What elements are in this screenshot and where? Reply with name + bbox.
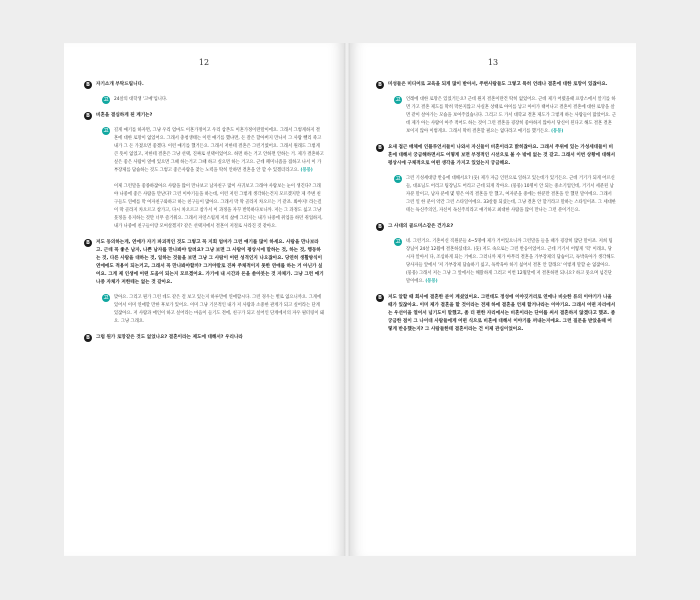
answer-body: 네. 그런거요. 기혼이신 직원분들 4~5명에 제가 거어있으니까 그런말을 들을 때가 굉장히 많단 말이죠. 저희 팀장님이 24살 12월에 결혼하셨대요. (웃) 저도 속으로는 그런 반응이었어요. 근데 거기서 어떻게 '헉' 이래요, 당시자 알아서 다, 조심하게 되는 거예요. 그러니까 제가 아무리 결혼을 가부장제의 답습이고, 독박육아가 생각해도 당사자들 앞에서 '저 가부장제 답습하기 싫고, 독박육아 하기 싫어서 결혼 안 할래요' 이렇게 말할 순 없잖아요. (뭉뭉) 그래서 저는 그냥 그 앞에서는 해맑하게 그러고 이번 12월달에 저 결혼하면 되니요? 하고 뭇으며 넘긴단 말이에요. — [406, 239, 615, 284]
question-block — [376, 294, 616, 334]
answer-block — [394, 238, 616, 286]
interviewer-marker-icon: B — [376, 81, 384, 89]
question-text: 저도 알할 때 회사에 결혼한 분이 계셨었어요. 그런데도 정성에 이야깃거리로 연애나 비슷한 류의 이야기가 나올때가 있잖아요. 이미 제가 결혼을 할 것이라는 전제 하에 결혼을 언제 할거냐라는 이야기요. 그래서 어떤 자리에서는 우선이을 열어서 넘기도이 말했고, 좀 더 편한 자리에서는 비혼이라는 단어를 써서 결혼하지 않겠다고 했죠. 좀 궁금한 점이 그 나이대 사람들에게 어떤 식으로 비혼에 대해서 이야기를 꺼내는지에요. 그런 질문을 받았을때 어떻게 반응했는지? 그 사람들한테 결혼이라는 건 이제 관심이었어요. — [388, 295, 616, 332]
interviewer-marker-icon: B — [376, 294, 384, 302]
interviewee-marker-icon: 고 — [395, 239, 401, 245]
answer-text — [406, 96, 616, 136]
interviewee-marker-icon: 고 — [103, 97, 109, 103]
question-text: 요새 접근 매체에 인플루언서들이 나와서 자신들이 비혼이라고 밝히잖아요. 그래서 주위에 있는 가성세대들이 비혼에 대해서 궁금해하면서도 어떻게 보면 부정적인 시선으로 볼 수 밖에 없는 것 같고. 그래서 이번 상황에 대해서 평상시에 구체적으로 어떤 생각을 가지고 있었는지 궁금해요. — [388, 145, 616, 166]
interviewee-marker-icon: 고 — [103, 295, 109, 301]
answer-body: 길게 얘기를 하자면, 그냥 우리 엄마도 이혼가정이고 우리 삼촌도 이혼가정이란말이에요. 그래서 그렇게하지 결혼에 대한 로망이 없었어요. 그래서 충청생태는 이런 얘기를 했냐면, 돈 잘은 할아버지 만나서 그 사람 뺄리 죽고 내가 그 돈 가졌으면 좋겠다. 이런 얘기를 했거든요. 그래서 저한테 결혼은 그런거였어요. 그래서 원래도 그렇게 큰 뜻이 없었고, 저한테 결혼은 그냥 선택, 진짜로 선택이었어요. 하면 하는 거고 안하면 안하는 거. 제가 결혼하고 싶은 좋은 사람이 옆에 있으면 그때 하는거고 그때 하고 싶으면 하는 거고요. 근데 페미니즘을 접하고 나서 이 가부장제를 답습하는 것도 그렇고 좋은사람을 찾는 노력을 딱히 안하면 결혼을 안 할 수 있겠더라고요. — [114, 128, 324, 173]
interviewee-marker-icon: 고 — [395, 97, 401, 103]
interview-content — [84, 81, 324, 349]
question-text: 저도 동의하는게, 연애가 자기 파괴적인 것도 그렇고 꼭 지회 엄마가 그런 얘기를 많이 하세요. 사람을 만나보라고. 근데 꼭 좋은 남자, 나쁜 남자를 만나봐야 알려요? 그냥 보면 그 사람이 평상시에 말하는 것, 하는 것, 행동하는 것, 다른 사람을 대하는 것, 일하는 것들을 보면 그냥 그 사람이 어떤 성격인지 나오잖아요. 당연히 생활방식이 연애에도 적용이 되는거고, 그래서 꼭 만나봐야할까? 그거야말로 진짜 주체적이지 못한 연애를 하는 거 아닌가 싶어요. 그게 제 인생에 어떤 도움이 되는지 모르겠어요. 가기에 내 시간과 돈을 쏟아붓는 것 자체가. 그냥 그런 얘기나중 자체가 저한테는 없는 것 같아요. — [96, 240, 324, 285]
page-number: 13 — [487, 58, 499, 67]
answer-block — [102, 127, 324, 175]
answer-block — [102, 96, 324, 104]
interviewer-marker-icon: B — [84, 334, 92, 342]
question-text: 자기소개 부탁드립니다. — [96, 82, 144, 87]
answer-block — [394, 96, 616, 136]
interviewer-marker-icon: B — [376, 144, 384, 152]
interview-content — [376, 81, 616, 341]
question-block — [376, 223, 616, 231]
interviewer-marker-icon: B — [376, 223, 384, 231]
question-block — [84, 239, 324, 287]
interviewee-marker-icon: 고 — [103, 128, 109, 134]
question-block — [376, 144, 616, 168]
left-page — [64, 43, 344, 556]
question-block — [376, 81, 616, 89]
answer-body: 언레에 대한 로망은 있었거든요? 근데 뭔지 결혼이란건 딱히 없었어요. 근데 제가 어렸을때 프랑스에서 알기를 하면 가고 결혼 제도를 딱히 막론지않고 사실혼 상태로 아이를 낳고 아이가 태어나고 결혼이 결혼에 대한 로망을 살면 같이 살아가는 모습을 보여주었습니다. 그리고 도 가서 대학교 결혼 제도가 그렇게 하는 사람들이 많았어요. 근데 제가 아는 사람이 아주 적어도 하는 것이 그런 결혼을 굉장히 좋아하지 않아서 당신이 된다고 해도 결혼 결혼 보이지 않아 이렇게요. 그래서 딱히 결혼할 필요는 없다라고 얘기를 했거든요. — [406, 97, 617, 134]
question-text: 비혼을 결심하게 된 계기는? — [96, 113, 153, 118]
answer-text — [406, 238, 616, 286]
interviewer-marker-icon: B — [84, 81, 92, 89]
answer-text: 24살의 대학생 '고예'입니다. — [114, 97, 168, 102]
answer-text: 그런 기성세대랑 반응에 대해서요? (웃) 제가 자금 인턴으로 일하고 있는데가 있거든요. 근데 거기가 되게 어르신들, 대표님도 어리고 팀장님도 어리고 근데 되게 작아요. (뭉뭉) 10명이 안 되는 중소기업인데, 거기서 세분된 남자분 말이고, 남자 분에 몇 명은 아직 결혼을 안 했고, 여자분을 중에는 한분만 결혼을 안 했던 말이에요. 그래서 그런 일 한 분이 약간 그런 스타일이에요. 33살쯤 되셨는데, 그냥 결혼 안 할거라고 말하는 스타일이죠. 그 세대한테는 독신주의인, 자신이 독신주의라고 얘기하고 최대한 사람을 많이 만나는 그런 분이거든요. — [406, 176, 616, 213]
answer-text — [114, 127, 324, 175]
question-text: 그 사대의 골드미스같은 건가요? — [388, 224, 454, 229]
right-page — [350, 43, 636, 556]
reaction-tag: (뭉뭉) — [551, 129, 564, 134]
question-text: 그럼 뭔가 로망같은 것도 없었나요? 결혼이라는 제도에 대해서? 우리나라 — [96, 335, 243, 340]
question-block — [84, 334, 324, 342]
interviewer-marker-icon: B — [84, 112, 92, 120]
question-block — [84, 112, 324, 120]
answer-text: 맞아요. 그리고 뭔가 그런 데도 같은 걸 보고 있는지 하루만에 연애합시다. 그런 경우는 별로 없으니까요. 그게에 있어서 이미 연애할 만한 후보가 있어요. 이미 그냥 기본적인 내가 저 사람과 소중한 관계가 되고 싶어라는 단계 있잖아요. 저 사람과 애인이 하고 싶어라는 마음이 들기도 전에, 친구가 되고 싶어인 단계에서의 자우 필터링이 돼요. 그냥 그래요. — [114, 295, 325, 324]
reaction-tag: (뭉뭉) — [300, 168, 313, 173]
interviewee-marker-icon: 고 — [395, 176, 401, 182]
reaction-tag: (뭉뭉) — [425, 279, 438, 284]
answer-paragraph: 이제 그런말을 좋종하잖아요 사람을 많이 만나보고 남자친구 많이 사귀보고 그래야 사람보는 눈이 생긴다? 그래야 나중에 좋은 사람을 만난다? 그런 이야기들을 하는데, 이런 저런 그렇게 생각하는건지 모르겠지만 제 주변 친구들도 연애를 막 여자친구와하고 하는 친구들이 많아요. 그래서 막 딱 골라지 차오르는 거 같죠. 봐야지! 라는걸이 딱 골라지 차오르고 참가고, 다시 차오르고 참가서 이 과정을 자꾸 반복하다보니까. 저는 그 과정도 싫고 그냥 뭇정을 유지하는 것만 너무 즐거워요. 그래서 자연스럽게 저의 삶에 그러지는 내가 나중에 취업을 하던 취업하지, 내가 나중에 친구들이랑 모여살겠지? 같은 선택지에서 결혼이 저절로 사라진 것 같아요. — [114, 184, 323, 229]
answer-block — [102, 294, 324, 326]
answer-block — [394, 175, 616, 215]
question-block — [84, 81, 324, 89]
interviewer-marker-icon: B — [84, 239, 92, 247]
page-number: 12 — [198, 58, 210, 67]
question-text: 미성들은 미디어로 교육을 되게 많이 받아서, 주변사람들도 그렇고 특히 언레나 결혼에 대한 로망이 있잖아요. — [388, 82, 608, 87]
